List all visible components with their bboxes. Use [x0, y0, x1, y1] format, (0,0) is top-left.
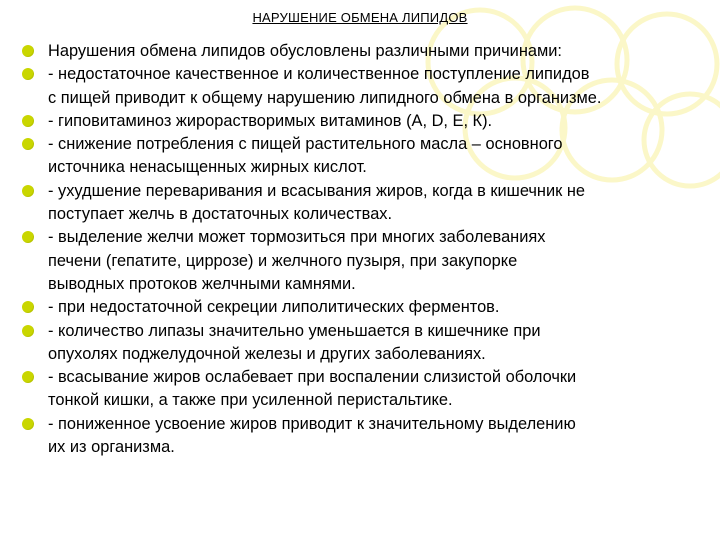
- bullet-text: - всасывание жиров ослабевает при воспалении слизистой оболочки тонкой кишки, а также при усиленной перистальтике.: [48, 368, 577, 410]
- bullet-icon: [22, 371, 34, 383]
- bullet-icon: [22, 68, 34, 80]
- bullet-text: - пониженное усвоение жиров приводит к значительному выделению их из организма.: [48, 414, 576, 457]
- list-item: [22, 296, 712, 319]
- bullet-icon: [22, 231, 34, 243]
- bullet-icon: [22, 418, 34, 430]
- bullet-text: - недостаточное качественное и количественное поступление липидов с пищей приводит к общему нарушению липидного обмена в организме.: [48, 65, 602, 107]
- bullet-text: - гиповитаминоз жирорастворимых витаминов (А, D, Е, К).: [48, 111, 493, 130]
- list-item: [22, 226, 712, 296]
- slide-title: НАРУШЕНИЕ ОБМЕНА ЛИПИДОВ: [252, 10, 468, 25]
- list-item: [22, 63, 712, 110]
- bullet-text: Нарушения обмена липидов обусловлены различными причинами:: [48, 42, 562, 60]
- bullet-icon: [22, 115, 34, 127]
- bullet-text: - ухудшение переваривания и всасывания жиров, когда в кишечник не поступает желчь в достаточных количествах.: [48, 181, 586, 224]
- list-item: [22, 40, 712, 63]
- bullet-icon: [22, 45, 34, 57]
- bullet-icon: [22, 325, 34, 337]
- bullet-icon: [22, 138, 34, 150]
- list-item: [22, 366, 712, 413]
- bullet-icon: [22, 185, 34, 197]
- bullet-list: [22, 40, 712, 459]
- bullet-text: - выделение желчи может тормозиться при многих заболеваниях печени (гепатите, циррозе) и желчного пузыря, при закупорке выводных протоков желчными камнями.: [48, 228, 546, 293]
- list-item: [22, 110, 712, 133]
- list-item: [22, 413, 712, 460]
- list-item: [22, 180, 712, 227]
- bullet-icon: [22, 301, 34, 313]
- bullet-text: - количество липазы значительно уменьшается в кишечнике при опухолях поджелудочной железы и других заболеваниях.: [48, 321, 541, 363]
- bullet-text: - снижение потребления с пищей растительного масла – основного источника ненасыщенных жирных кислот.: [48, 135, 563, 177]
- bullet-text: - при недостаточной секреции липолитических ферментов.: [48, 298, 500, 317]
- list-item: [22, 320, 712, 367]
- list-item: [22, 133, 712, 180]
